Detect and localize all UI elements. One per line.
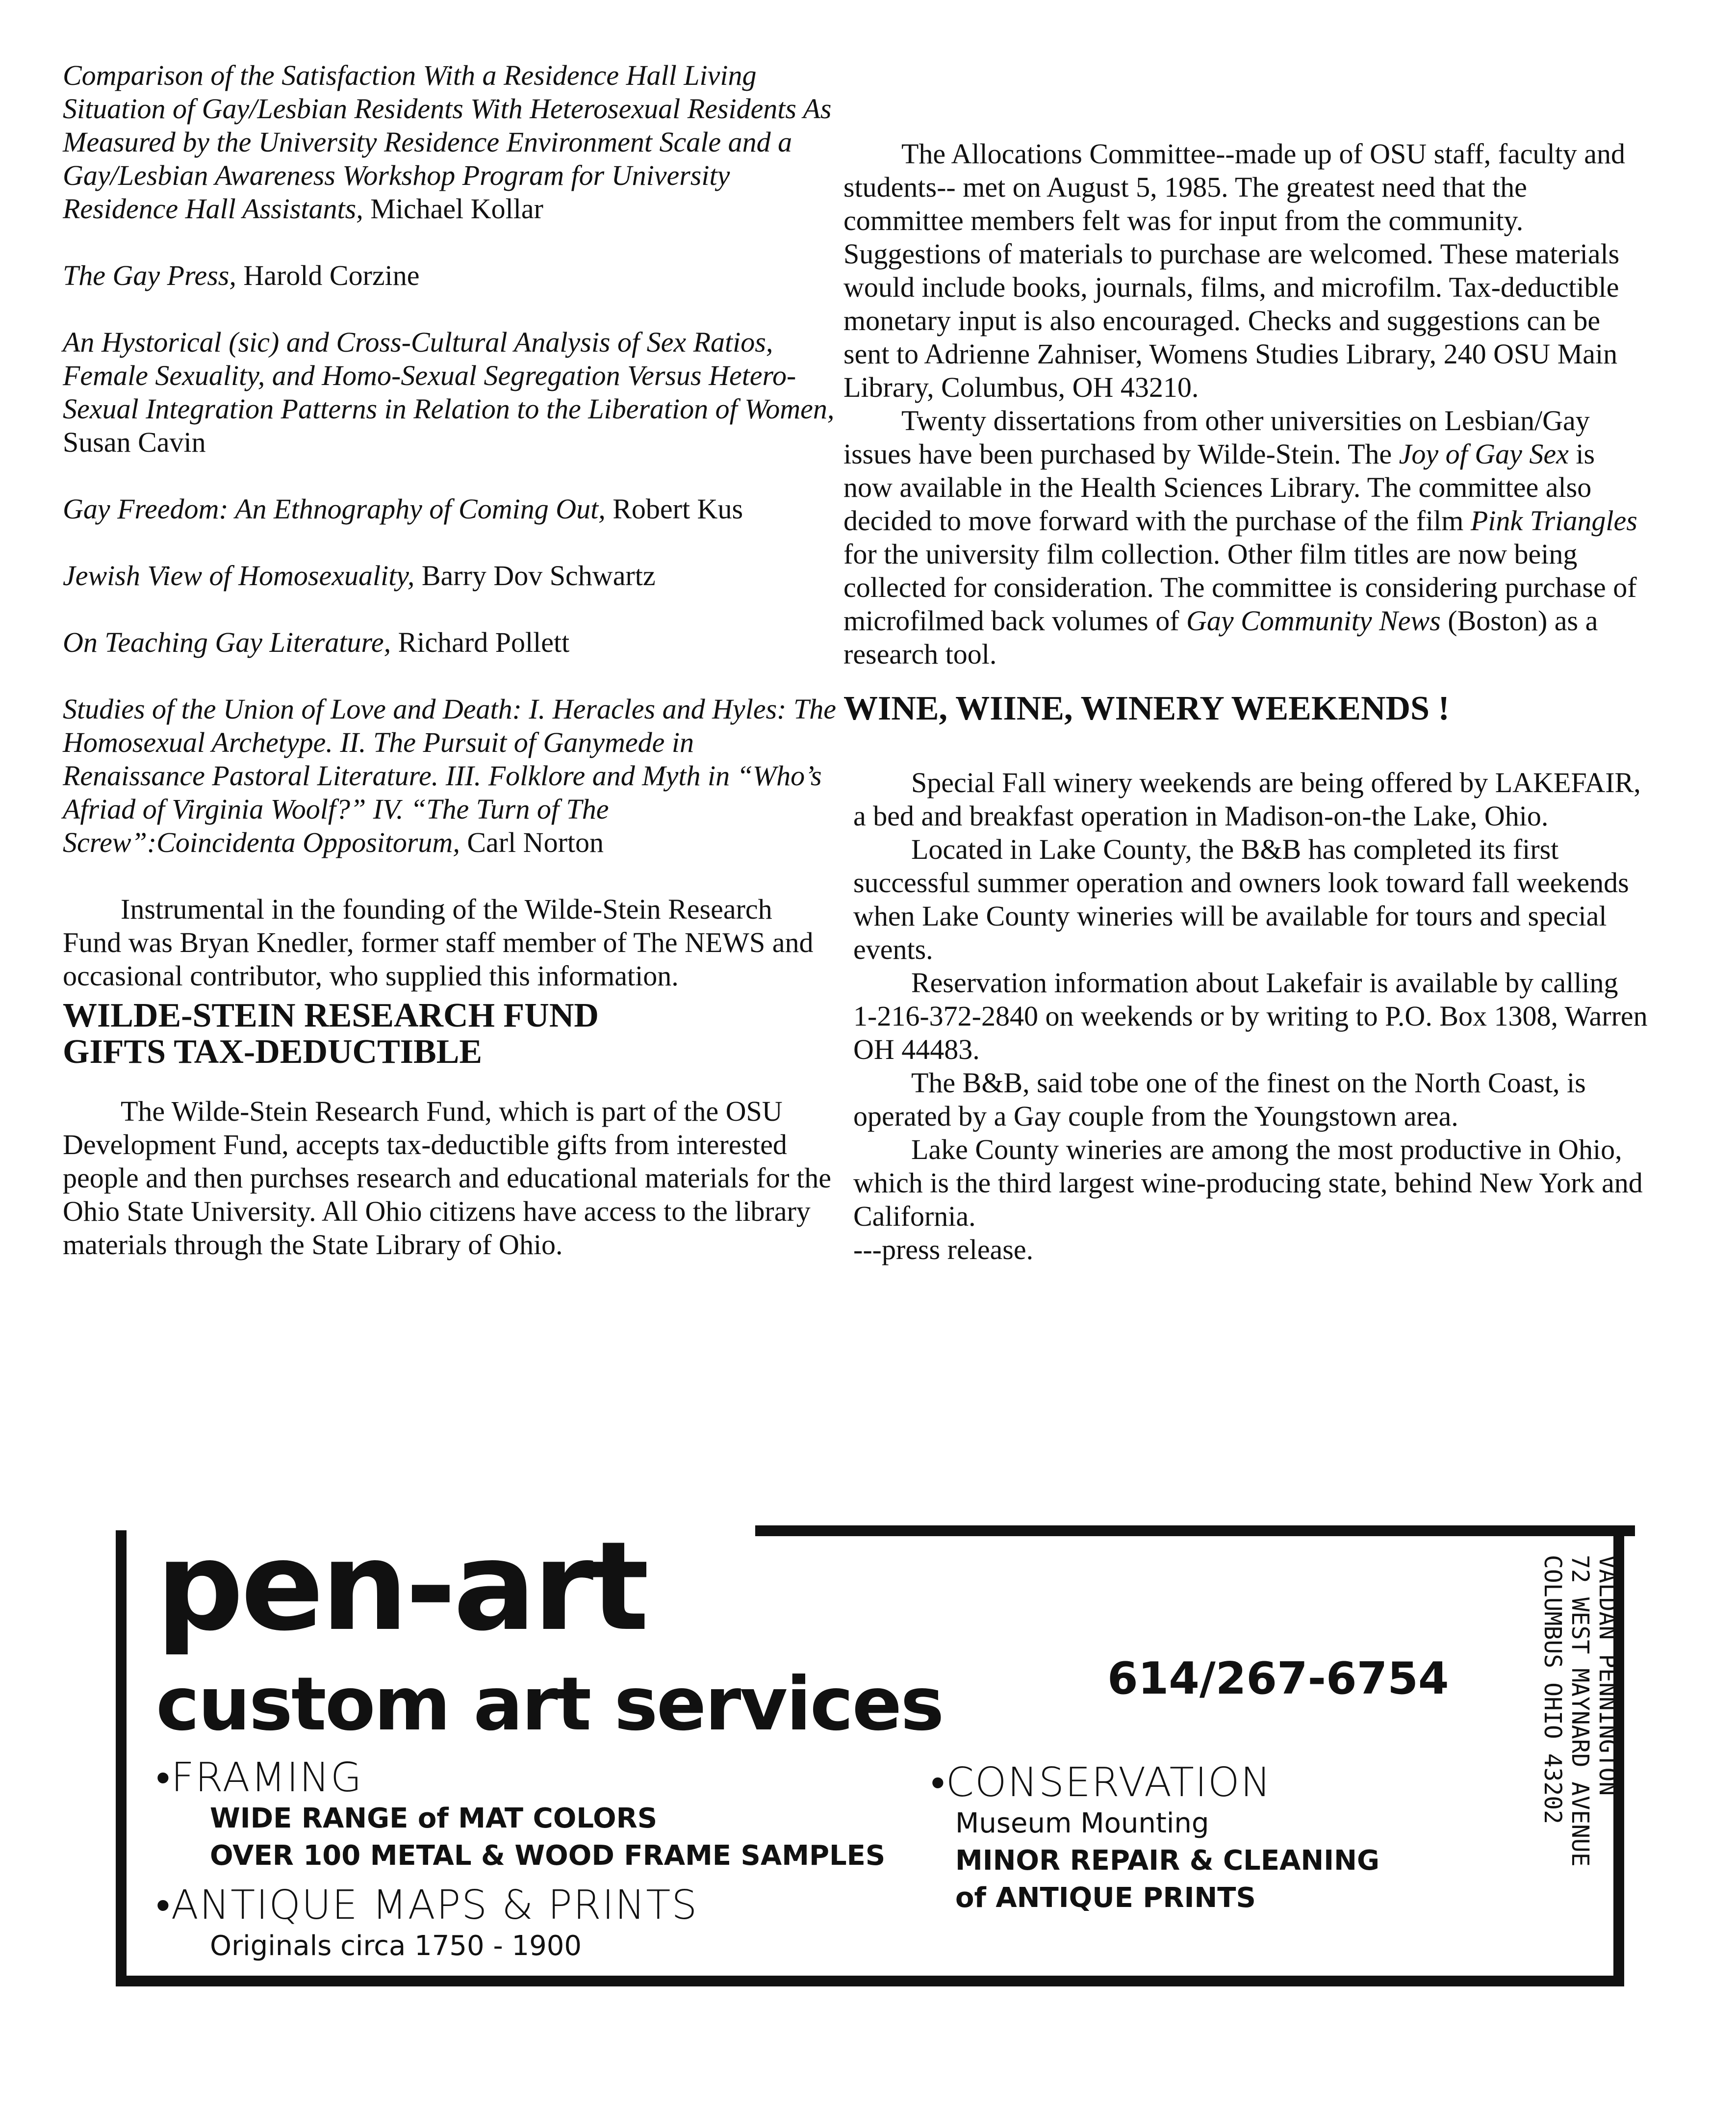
ad-tagline: custom art services bbox=[156, 1662, 943, 1747]
allocations-paragraph: The Allocations Committee--made up of OSU staff, faculty and students-- met on August 5, 1985. The greatest need that the committee members felt was for input from the community. Suggestions of materials to purchase are welcomed. These materials would include books, journals, films, and microfilm. Tax-deductible monetary input is also encouraged. Checks and suggestions can be sent to Adrienne Zahniser, Womens Studies Library, 240 OSU Main Library, Columbus, OH 43210. bbox=[843, 138, 1625, 403]
wine-paragraph: Located in Lake County, the B&B has completed its first successful summer operation and owners look toward fall weekends when Lake County wineries will be available for tours and special events. bbox=[853, 833, 1629, 965]
dissertation-entry bbox=[63, 259, 838, 292]
credit-paragraph: Instrumental in the founding of the Wilde-Stein Research Fund was Bryan Knedler, former staff member of The NEWS and occasional contributor, who supplied this information. bbox=[63, 893, 814, 992]
entry-title: The Gay Press, bbox=[63, 259, 236, 291]
address-line: 72 WEST MAYNARD AVENUE bbox=[1566, 1555, 1594, 1867]
wine-paragraph: Reservation information about Lakefair is available by calling 1-216-372-2840 on weekends or by writing to P.O. Box 1308, Warren OH 44483. bbox=[853, 967, 1648, 1065]
service-heading: •FRAMING bbox=[156, 1754, 363, 1801]
service-detail: OVER 100 METAL & WOOD FRAME SAMPLES bbox=[210, 1840, 886, 1872]
service-detail: WIDE RANGE of MAT COLORS bbox=[210, 1803, 658, 1834]
periodical-title: Gay Community News bbox=[1186, 605, 1441, 637]
text: (Boston) as a research tool. bbox=[843, 605, 1598, 670]
service-heading: •CONSERVATION bbox=[931, 1759, 1272, 1806]
film-title: Pink Triangles bbox=[1470, 505, 1637, 537]
ad-logo: pen-art bbox=[156, 1515, 646, 1658]
press-release-credit: ---press release. bbox=[853, 1234, 1034, 1265]
entry-author: Michael Kollar bbox=[363, 193, 543, 225]
wine-paragraph: Lake County wineries are among the most productive in Ohio, which is the third largest wine-producing state, behind New York and California. bbox=[853, 1133, 1643, 1232]
dissertation-entry bbox=[63, 626, 838, 659]
entry-title: On Teaching Gay Literature, bbox=[63, 626, 391, 658]
ad-phone: 614/267-6754 bbox=[1107, 1653, 1449, 1704]
address-line: COLUMBUS OHIO 43202 bbox=[1539, 1555, 1566, 1825]
wilde-stein-headline: WILDE-STEIN RESEARCH FUND GIFTS TAX-DEDUCTIBLE bbox=[63, 997, 599, 1071]
entry-author: Susan Cavin bbox=[63, 426, 206, 458]
book-title: Joy of Gay Sex bbox=[1399, 438, 1569, 470]
text: is now available in the Health Sciences Library. The committee also decided to move forward with the purchase of the film bbox=[843, 438, 1595, 537]
dissertation-entry bbox=[63, 559, 838, 592]
conservation-service bbox=[931, 1761, 1379, 1917]
service-heading: •ANTIQUE MAPS & PRINTS bbox=[156, 1882, 698, 1929]
dissertation-entry bbox=[63, 326, 838, 459]
entry-title: An Hystorical (sic) and Cross-Cultural Analysis of Sex Ratios, Female Sexuality, and Homo-Sexual Segregation Versus Hetero-Sexual Integration Patterns in Relation to the Liberation of Women, bbox=[63, 326, 835, 425]
wine-article bbox=[843, 766, 1648, 1266]
entry-title: Gay Freedom: An Ethnography of Coming Out, bbox=[63, 493, 606, 525]
service-detail: Originals circa 1750 - 1900 bbox=[210, 1930, 582, 1962]
wine-headline: WINE, WIINE, WINERY WEEKENDS ! bbox=[843, 690, 1450, 727]
service-detail: of ANTIQUE PRINTS bbox=[955, 1882, 1256, 1914]
entry-author: Carl Norton bbox=[460, 826, 604, 858]
fund-paragraph: The Wilde-Stein Research Fund, which is part of the OSU Development Fund, accepts tax-deductible gifts from interested people and then purchses research and educational materials for the Ohio State University. All Ohio citizens have access to the library materials through the State Library of Ohio. bbox=[63, 1095, 831, 1261]
text: for the university film collection. Other film titles are now being collected for consideration. The committee is considering purchase of microfilmed back volumes of bbox=[843, 538, 1637, 637]
ad-address bbox=[1539, 1555, 1621, 1867]
dissertation-entry bbox=[63, 59, 838, 226]
address-line: VALDAN PENNINGTON bbox=[1594, 1555, 1621, 1796]
left-column bbox=[63, 59, 838, 1262]
service-detail: Museum Mounting bbox=[955, 1807, 1209, 1839]
entry-author: Robert Kus bbox=[605, 493, 743, 525]
wine-paragraph: Special Fall winery weekends are being offered by LAKEFAIR, a bed and breakfast operation in Madison-on-the Lake, Ohio. bbox=[853, 767, 1641, 832]
wine-paragraph: The B&B, said tobe one of the finest on the North Coast, is operated by a Gay couple from the Youngstown area. bbox=[853, 1067, 1586, 1132]
text: Twenty dissertations from other universities on Lesbian/Gay issues have been purchased by Wilde-Stein. The bbox=[843, 405, 1590, 470]
dissertations-paragraph bbox=[843, 404, 1648, 671]
framing-service bbox=[156, 1756, 885, 1875]
right-column bbox=[843, 137, 1648, 1266]
entry-author: Harold Corzine bbox=[236, 259, 420, 291]
dissertation-entry bbox=[63, 492, 838, 526]
pen-art-advertisement bbox=[116, 1515, 1624, 1986]
antique-service bbox=[156, 1883, 698, 1965]
entry-author: Barry Dov Schwartz bbox=[414, 560, 656, 592]
service-detail: MINOR REPAIR & CLEANING bbox=[955, 1845, 1379, 1877]
entry-author: Richard Pollett bbox=[391, 626, 570, 658]
entry-title: Comparison of the Satisfaction With a Residence Hall Living Situation of Gay/Lesbian Residents With Heterosexual Residents As Measured by the University Residence Environment Scale and a Gay/Lesbian Awareness Workshop Program for University Residence Hall Assistants, bbox=[63, 59, 832, 225]
dissertation-entry bbox=[63, 693, 838, 859]
entry-title: Jewish View of Homosexuality, bbox=[63, 560, 415, 592]
entry-title: Studies of the Union of Love and Death: I. Heracles and Hyles: The Homosexual Archetype. II. The Pursuit of Ganymede in Renaissance Pastoral Literature. III. Folklore and Myth in “Who’s Afriad of Virginia Woolf?” IV. “The Turn of The Screw”:Coincidenta Oppositorum, bbox=[63, 693, 836, 858]
